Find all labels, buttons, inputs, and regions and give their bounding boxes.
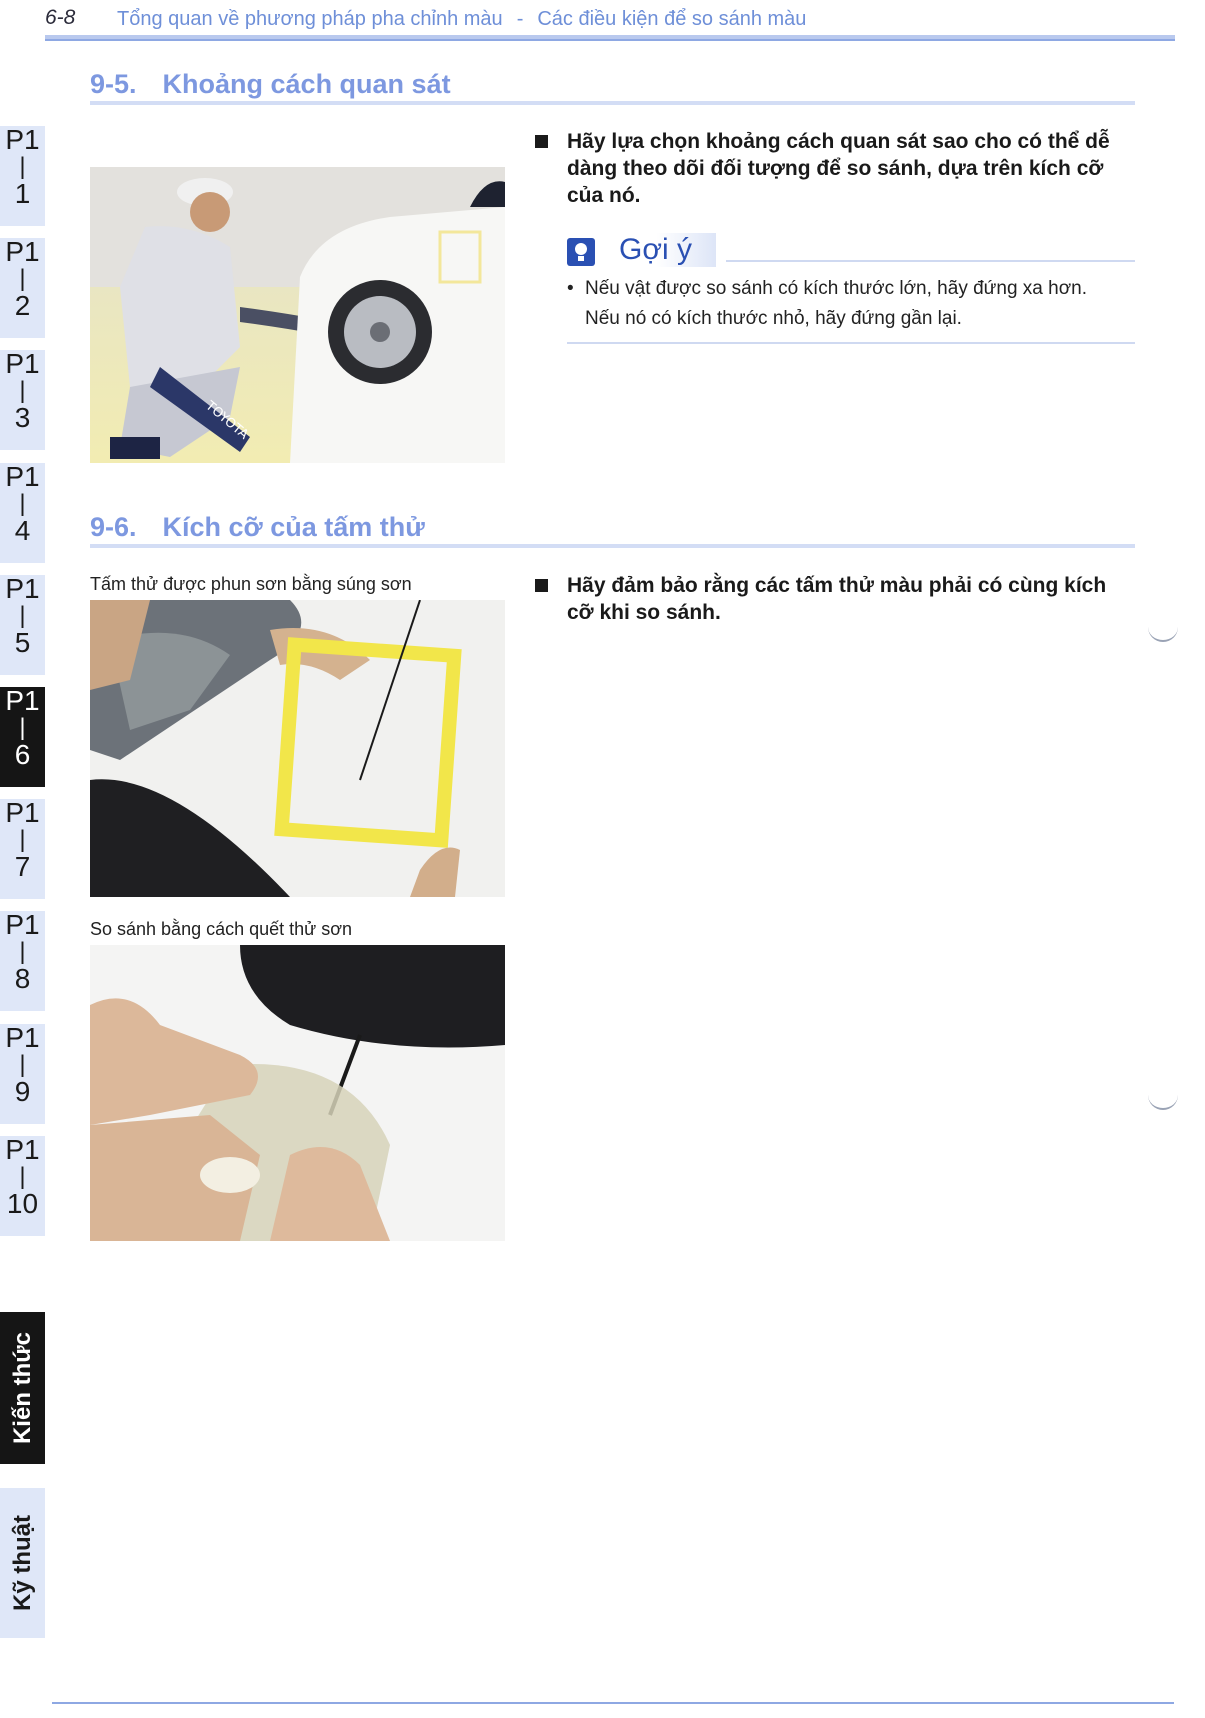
side-tab-prefix: P1 bbox=[5, 909, 40, 941]
binder-hole-mark bbox=[1148, 1090, 1178, 1110]
side-tab-prefix: P1 bbox=[5, 236, 40, 268]
side-tab-bar: | bbox=[19, 714, 26, 741]
header-subsection: Các điều kiện để so sánh màu bbox=[537, 8, 807, 30]
bullet-text: Hãy lựa chọn khoảng cách quan sát sao cho có thể dễ dàng theo dõi đối tượng để so sánh, dựa trên kích cỡ của nó. bbox=[567, 130, 1110, 207]
section-rule bbox=[90, 544, 1135, 548]
photo-spray-test-panel bbox=[90, 600, 505, 897]
bullet-text: Hãy đảm bảo rằng các tấm thử màu phải có cùng kích cỡ khi so sánh. bbox=[567, 574, 1107, 624]
side-tab-prefix: P1 bbox=[5, 797, 40, 829]
side-tab-p1-7[interactable] bbox=[0, 799, 45, 899]
hint-bullet: • bbox=[567, 278, 574, 299]
uniform-logo: TOYOTA bbox=[202, 398, 251, 443]
photo-brush-comparison bbox=[90, 945, 505, 1241]
caption-brush-comparison: So sánh bằng cách quết thử sơn bbox=[90, 919, 353, 939]
side-tab-p1-9[interactable] bbox=[0, 1021, 45, 1124]
side-tab-p1-1[interactable] bbox=[0, 126, 45, 226]
tab-technique-label: Kỹ thuật bbox=[8, 1515, 36, 1611]
section-title-9-6 bbox=[90, 512, 425, 543]
side-tab-index: 2 bbox=[14, 290, 31, 322]
side-tab-index: 6 bbox=[14, 739, 31, 770]
bullet-square-icon bbox=[535, 579, 548, 592]
tab-technique[interactable] bbox=[0, 1488, 45, 1638]
photo-technician-observing-car bbox=[90, 167, 505, 463]
side-tab-p1-5[interactable] bbox=[0, 572, 45, 675]
lightbulb-icon bbox=[567, 238, 595, 266]
side-tab-p1-2[interactable] bbox=[0, 238, 45, 338]
side-tab-index: 9 bbox=[14, 1075, 31, 1107]
section-number: 9-5. bbox=[90, 69, 137, 99]
header-chapter: Tổng quan về phương pháp pha chỉnh màu bbox=[117, 8, 503, 30]
side-tab-p1-10[interactable] bbox=[0, 1133, 45, 1236]
hint-bottom-rule bbox=[567, 342, 1135, 344]
side-tab-prefix: P1 bbox=[5, 1021, 40, 1053]
spray-panel-illustration bbox=[90, 600, 505, 897]
side-tab-bar: | bbox=[19, 826, 26, 854]
side-tab-index: 8 bbox=[14, 963, 31, 995]
section-number: 9-6. bbox=[90, 512, 137, 542]
side-tab-index: 1 bbox=[14, 178, 31, 209]
side-tab-prefix: P1 bbox=[5, 348, 40, 380]
hint-title: Gợi ý bbox=[567, 233, 716, 267]
side-tab-bar: | bbox=[19, 1162, 26, 1190]
side-tab-prefix: P1 bbox=[5, 1133, 40, 1165]
side-tab-index: 7 bbox=[14, 851, 31, 883]
side-tab-p1-3[interactable] bbox=[0, 350, 45, 450]
side-tab-bar: | bbox=[19, 265, 26, 293]
side-tab-bar: | bbox=[19, 489, 26, 517]
side-tab-bar: | bbox=[19, 153, 26, 180]
header-separator: - bbox=[516, 8, 524, 30]
side-tab-p1-8[interactable] bbox=[0, 911, 45, 1011]
side-tab-p1-4[interactable] bbox=[0, 460, 45, 563]
binder-hole-mark bbox=[1148, 622, 1178, 642]
side-tab-p1-6[interactable] bbox=[0, 687, 45, 787]
side-tab-index: 5 bbox=[14, 626, 31, 658]
bullet-panel-size bbox=[535, 572, 1135, 626]
section-rule bbox=[90, 101, 1135, 105]
side-tab-prefix: P1 bbox=[5, 460, 40, 492]
hint-rule bbox=[726, 260, 1135, 262]
side-tab-prefix: P1 bbox=[5, 124, 40, 155]
header-rule bbox=[45, 35, 1175, 41]
section-heading: Khoảng cách quan sát bbox=[162, 69, 451, 99]
hint-body bbox=[567, 274, 1087, 334]
side-tab-index: 10 bbox=[6, 1187, 39, 1219]
side-tab-index: 4 bbox=[14, 514, 31, 546]
side-tab-prefix: P1 bbox=[5, 572, 40, 604]
bullet-observation-distance bbox=[535, 128, 1135, 209]
side-tab-bar: | bbox=[19, 377, 26, 405]
page-number: 6-8 bbox=[45, 6, 76, 29]
section-heading: Kích cỡ của tấm thử bbox=[162, 512, 425, 542]
side-tab-index: 3 bbox=[14, 402, 31, 434]
footer-rule bbox=[52, 1702, 1174, 1704]
caption-spray-panel: Tấm thử được phun sơn bằng súng sơn bbox=[90, 574, 412, 594]
side-tab-bar: | bbox=[19, 938, 26, 966]
section-title-9-5 bbox=[90, 69, 451, 100]
hint-text: Nếu vật được so sánh có kích thước lớn, hãy đứng xa hơn. Nếu nó có kích thước nhỏ, hãy đứng gần lại. bbox=[585, 278, 1088, 329]
side-tab-prefix: P1 bbox=[5, 685, 40, 716]
brush-comparison-illustration bbox=[90, 945, 505, 1241]
running-header bbox=[117, 8, 806, 31]
bullet-square-icon bbox=[535, 135, 548, 148]
tab-knowledge[interactable] bbox=[0, 1312, 45, 1464]
tab-knowledge-label: Kiến thức bbox=[8, 1331, 36, 1445]
side-tab-bar: | bbox=[19, 601, 26, 629]
side-tab-bar: | bbox=[19, 1050, 26, 1078]
technician-car-illustration bbox=[90, 167, 505, 463]
